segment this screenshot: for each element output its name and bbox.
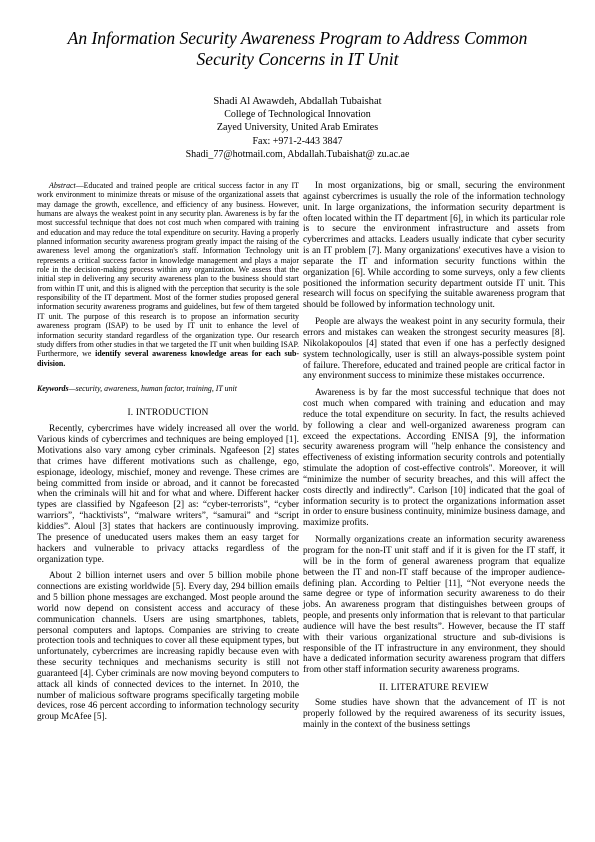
intro-paragraph-6: Normally organizations create an information security awareness program for the non-IT unit staff and if it is given for the IT staff, it will be in the form of general awareness program that equalize between the IT and non-IT staff because of the improper audience-defining plan. According to Peltier [11], “Not everyone needs the same degree or type of information security awareness to do their jobs. An awareness program that distinguishes between groups of people, and presents only information that is relevant to that particular audience will have the best results”. However, because the IT staff with their various organizational structure and sub-divisions is responsible of the IT infrastructure in any environment, they should have a dedicated information security awareness program that differs from other staff information security awareness programs. xyxy=(303,535,565,676)
abstract xyxy=(37,181,299,368)
intro-paragraph-5: Awareness is by far the most successful technique that does not cost much when compared with training and education and may reduce the total expenditure on security. In fact, the results achieved by following a clear and well-organized awareness program can exceed the expectations. According ENISA [9], the information security awareness program will "help enhance the consistency and effectiveness of existing information security controls and potentially stimulate the adoption of cost-effective controls". Moreover, it will “minimize the number of security breaches, and this will affect the costs directly and indirectly”. Carlson [10] indicated that the goal of information security is to protect the organizations information asset in order to ensure business continuity, minimize business damage, and maximize profits. xyxy=(303,388,565,529)
abstract-bold-tail: identify several awareness knowledge areas for each sub-division. xyxy=(37,349,299,368)
literature-paragraph-1: Some studies have shown that the advancement of IT is not properly followed by the required awareness of its security issues, mainly in the context of the business settings xyxy=(303,698,565,730)
intro-paragraph-4: People are always the weakest point in any security formula, their errors and mistakes can weaken the strongest security measures [8]. Nikolakopoulos [4] stated that even if one has a perfectly designed system technologically, user is still an always-possible system point of failure. Therefore, educated and trained people are critical factor in any environment success to minimize these mistakes occurrence. xyxy=(303,317,565,382)
intro-paragraph-3: In most organizations, big or small, securing the environment against cybercrimes is usually the role of the information technology unit. In large organizations, the information security department is often located within the IT department [6], in which its particular role is to secure the environment infrastructure and assets from cybercrimes and attacks. Leaders usually indicate that cyber security is an IT problem [7]. Many organizations' executives have a vision to separate the IT and information security functions within the organization [6]. While according to some surveys, only a few clients positioned the information security department outside IT unit. This research will focus on specifying the suitable awareness program that should be followed by information technology unit. xyxy=(303,181,565,311)
abstract-text: —Educated and trained people are critical success factor in any IT work environment to minimize threats or misuse of the organizational assets that may damage the growth, excellence, and efficiency of any business. However, humans are always the weakest point in any security plan. Awareness is by far the most successful technique that does not cost much when compared with training and education and may reduce the total expenditure on security. Having a properly planned information security awareness program greatly impact the raising of the awareness level among the organization's staff. Information Technology unit represents a critical success factor in knowledge management and plays a major role in the decision-making process within any organization. We assess that the initial step in delivering any security awareness plan to the business should start from within IT unit, and this is aligned with the perception that security is the sole responsibility of the IT department. Most of the former studies proposed general information security awareness programs and guidelines, but few of them targeted IT unit. The purpose of this research is to propose an information security awareness program (ISAP) to be used by IT unit to enhance the level of information security standard regardless of the organization type. Our research study differs from other studies in that we targeted the IT unit when building ISAP. Furthermore, we xyxy=(37,181,299,359)
intro-paragraph-1: Recently, cybercrimes have widely increased all over the world. Various kinds of cybercrimes and techniques are being employed [1]. Motivations also vary among cyber criminals. Ngafeeson [2] states that crimes have different motivations such as challenge, ego, espionage, ideology, mischief, money and revenge. These crimes are being committed from inside or abroad, and it cannot be forecasted when the criminals will hit and for what and where. Different hacker types are classified by Ngafeeson [2] as: “cyber-terrorists”, “cyber warriors”, “hacktivists”, “malware writers”, “samurai” and “script kiddies”. Aloul [3] states that hackers are continuously improving. The presence of uneducated users makes them an easy target for hackers and vulnerable to privacy attacks regardless of the organization type. xyxy=(37,424,299,565)
left-column xyxy=(37,181,299,729)
author-fax: Fax: +971-2-443 3847 xyxy=(252,135,343,147)
right-column xyxy=(303,181,565,737)
section-heading-introduction: I. INTRODUCTION xyxy=(127,408,209,419)
keywords-text: —security, awareness, human factor, training, IT unit xyxy=(68,383,237,393)
paper-title: An Information Security Awareness Program to Address Common Security Concerns in IT Unit xyxy=(67,28,528,69)
section-heading-literature-review: II. LITERATURE REVIEW xyxy=(379,683,489,694)
author-names: Shadi Al Awawdeh, Abdallah Tubaishat xyxy=(213,96,382,107)
affiliation-university: Zayed University, United Arab Emirates xyxy=(216,122,379,134)
keywords-label: Keywords xyxy=(37,383,69,393)
abstract-label: Abstract xyxy=(49,181,76,190)
intro-paragraph-2: About 2 billion internet users and over 5 billion mobile phone connections are existing worldwide [5]. Every day, 294 billion emails and 5 billion phone messages are exchanged. Most people around the world now depend on consistent access and accuracy of these communication channels. Users are using smartphones, tablets, personal computers and laptops. Companies are striving to create protection tools and techniques to cover all these equipment types, but unfortunately, cybercrimes are increasing rapidly because even with these security techniques and mechanisms security is still not guaranteed [4]. Cyber criminals are now moving beyond computers to attack all kinds of connected devices to the internet. In 2010, the number of malicious software programs specifically targeting mobile devices, rose 46 percent according to information technology security group McAfee [5]. xyxy=(37,571,299,723)
keywords xyxy=(37,384,299,394)
affiliation-college: College of Technological Innovation xyxy=(224,109,371,121)
author-block xyxy=(60,95,535,161)
author-emails: Shadi_77@hotmail.com, Abdallah.Tubaishat@ zu.ac.ae xyxy=(185,148,410,160)
